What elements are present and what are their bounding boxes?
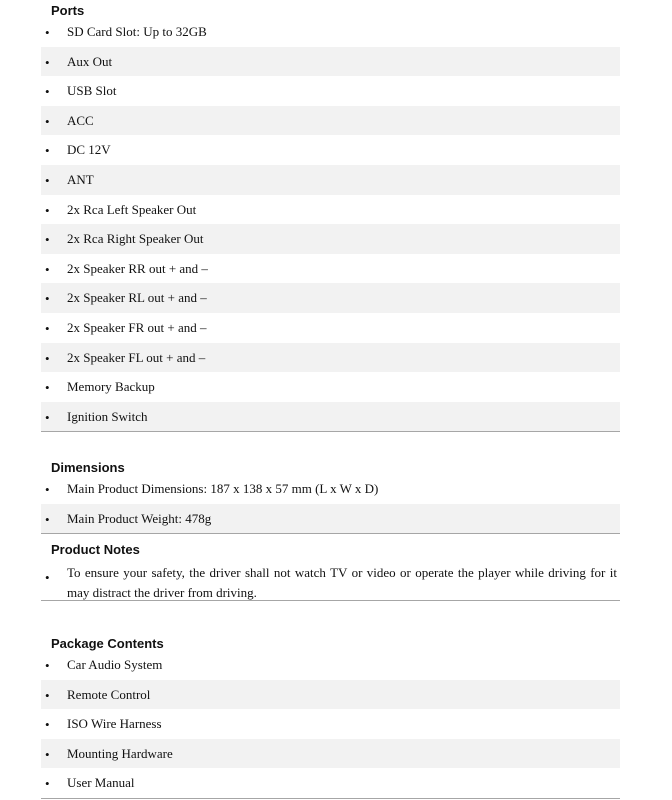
bullet-icon: • — [45, 232, 50, 248]
list-item — [41, 768, 620, 798]
bullet-icon: • — [45, 687, 50, 703]
list-item — [41, 195, 620, 225]
bullet-icon: • — [45, 291, 50, 307]
product-notes-list — [41, 562, 620, 601]
list-item-text: 2x Rca Left Speaker Out — [67, 201, 197, 217]
list-item — [41, 106, 620, 136]
list-item — [41, 372, 620, 402]
list-item-text: Main Product Weight: 478g — [67, 510, 212, 526]
bullet-icon: • — [45, 776, 50, 792]
bullet-icon: • — [45, 350, 50, 366]
product-notes-heading: Product Notes — [51, 542, 140, 557]
list-item-text: Ignition Switch — [67, 408, 148, 424]
list-item — [41, 47, 620, 77]
ports-heading: Ports — [51, 3, 85, 18]
list-item-text: Main Product Dimensions: 187 x 138 x 57 mm (L x W x D) — [67, 481, 379, 496]
list-item — [41, 680, 620, 710]
list-item — [41, 313, 620, 343]
list-item-text: 2x Speaker FR out + and – — [67, 319, 207, 335]
list-item — [41, 135, 620, 165]
list-item-text: ANT — [67, 171, 94, 187]
bullet-icon: • — [45, 84, 50, 100]
dimensions-heading: Dimensions — [51, 460, 125, 475]
list-item-text: ACC — [67, 112, 94, 128]
list-item — [41, 739, 620, 769]
bullet-icon: • — [45, 658, 50, 673]
bullet-icon: • — [45, 746, 50, 762]
list-item — [41, 17, 620, 47]
bullet-icon: • — [45, 570, 50, 585]
list-item — [41, 650, 620, 680]
bullet-icon: • — [45, 380, 50, 396]
list-item-text: 2x Speaker FL out + and – — [67, 349, 206, 365]
list-item — [41, 224, 620, 254]
bullet-icon: • — [45, 482, 50, 497]
list-item-text: To ensure your safety, the driver shall not watch TV or video or operate the player while driving for it may distract the driver from driving. — [67, 565, 617, 600]
list-item-text: SD Card Slot: Up to 32GB — [67, 24, 207, 39]
list-item-text: 2x Rca Right Speaker Out — [67, 231, 204, 247]
list-item — [41, 76, 620, 106]
bullet-icon: • — [45, 143, 50, 159]
bullet-icon: • — [45, 113, 50, 129]
bullet-icon: • — [45, 320, 50, 336]
bullet-icon: • — [45, 717, 50, 733]
bullet-icon: • — [45, 25, 50, 40]
package-contents-heading: Package Contents — [51, 636, 164, 651]
bullet-icon: • — [45, 172, 50, 188]
bullet-icon: • — [45, 202, 50, 218]
list-item — [41, 283, 620, 313]
list-item — [41, 709, 620, 739]
list-item — [41, 343, 620, 373]
list-item — [41, 562, 620, 600]
list-item-text: Memory Backup — [67, 379, 155, 395]
section-divider — [41, 431, 620, 432]
list-item-text: Car Audio System — [67, 657, 163, 672]
list-item-text: ISO Wire Harness — [67, 716, 162, 732]
list-item-text: Aux Out — [67, 53, 113, 69]
list-item-text: DC 12V — [67, 142, 111, 158]
list-item-text: USB Slot — [67, 83, 117, 99]
bullet-icon: • — [45, 54, 50, 70]
dimensions-list — [41, 474, 620, 534]
section-divider — [41, 798, 620, 799]
section-divider — [41, 533, 620, 534]
package-contents-list — [41, 650, 620, 799]
list-item — [41, 474, 620, 504]
list-item-text: User Manual — [67, 775, 135, 791]
ports-list — [41, 17, 620, 432]
list-item-text: Remote Control — [67, 686, 151, 702]
bullet-icon: • — [45, 511, 50, 527]
list-item-text: 2x Speaker RR out + and – — [67, 260, 208, 276]
list-item-text: Mounting Hardware — [67, 745, 173, 761]
list-item-text: 2x Speaker RL out + and – — [67, 290, 207, 306]
list-item — [41, 165, 620, 195]
list-item — [41, 254, 620, 284]
list-item — [41, 402, 620, 432]
bullet-icon: • — [45, 261, 50, 277]
list-item — [41, 504, 620, 534]
bullet-icon: • — [45, 409, 50, 425]
